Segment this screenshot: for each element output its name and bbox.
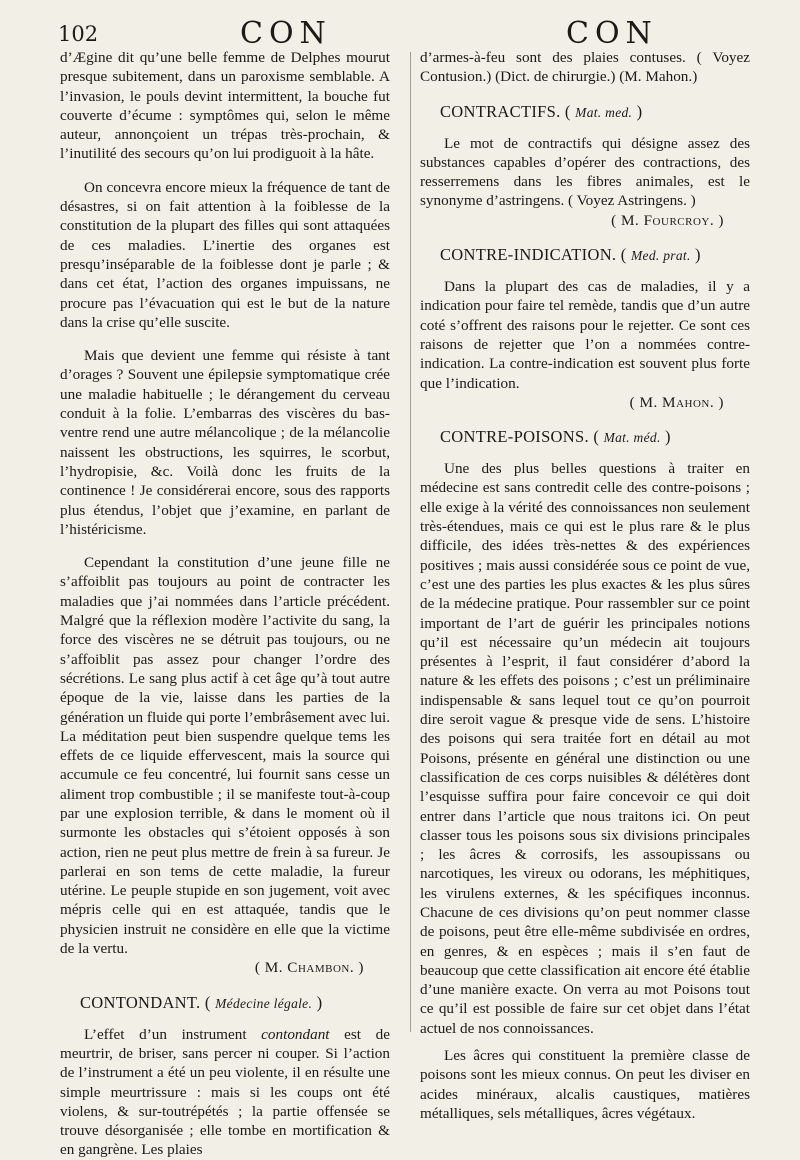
heading-title: CONTRE-INDICATION.: [440, 245, 617, 265]
running-head-left: CON: [240, 16, 332, 51]
paragraph: On concevra encore mieux la fréquence de tant de désastres, si on fait attention à la foiblesse de la constitution de la plupart des filles qui sont attaquées de ces maladies. L’inertie des organes est presqu’inséparable de la foiblesse dont je parle ; & dans cet état, l’action des organes impuissans, ne procure pas l’évacuation qui est le but de la nature dans la crise qu’elle suscite.: [60, 178, 390, 331]
paragraph: Mais que devient une femme qui résiste à tant d’orages ? Souvent une épilepsie symptomatique crée une maladie habituelle ; le dérangement du cerveau conduit à la folie. L’embarras des viscères du bas-ventre rend une autre mélancolique ; de la mélancolie naissent les obstructions, les squirres, le scorbut, l’hydropisie, &c. Voilà donc les fruits de la continence ! Je considérerai encore, sous des rapports plus étendus, l’objet que j’examine, en parlant de l’histéricisme.: [60, 347, 390, 538]
heading-category: Médecine légale.: [215, 995, 313, 1011]
paragraph: Cependant la constitution d’une jeune fille ne s’affoiblit pas toujours au point de contracter les maladies que j’ai nommées dans l’article précédent. Malgré que la réflexion modère l’activite du sang, la force des viscères ne se détruit pas toujours, ou ne s’affoiblit pas assez pour changer l’ordre des sécrétions. Le sang plus actif à cet âge qu’à tout autre époque de la vie, laisse dans les parties de la génération un fluide qui porte l’embrâsement avec lui. La méditation peut bien suspendre quelque tems les effets de ce liquide effervescent, mais la source qui accumule ce feu concentré, lui fournit sans cesse un aliment trop combustible ; il se manifeste tout-à-coup par une explosion terrible, & dans le moment où il surmonte les obstacles qui s’étoient opposés à son action, rien ne peut plus mettre de frein à sa fureur. Je parlerai en son tems de cette maladie, la fureur utérine. Le peuple stupide en son jugement, voit avec mépris celle qui en est attaquée, tandis que le physicien instruit ne considère en elle que la victime de la vertu.: [60, 554, 390, 958]
column-rule: [410, 52, 411, 1032]
heading-title: CONTONDANT.: [80, 992, 201, 1012]
heading-category: Mat. méd.: [603, 430, 661, 446]
author-signature: ( M. Mahon. ): [629, 393, 724, 411]
entry-heading-contractifs: CONTRACTIFS. ( Mat. med. ): [440, 101, 643, 121]
entry-heading-contondant: CONTONDANT. ( Médecine légale. ): [80, 992, 323, 1012]
heading-category: Med. prat.: [631, 248, 691, 264]
left-column: [60, 48, 390, 1160]
paragraph: Dans la plupart des cas de maladies, il y a indication pour faire tel remède, tandis que d’un autre coté s’offrent des raisons pour le rejetter. Ce sont ces raisons de rejetter que l’on a nommées contre-indication. La contre-indication est souvent plus forte que l’indication.: [420, 278, 750, 392]
running-head-right: CON: [566, 16, 658, 51]
paragraph: Les âcres qui constituent la première classe de poisons sont les mieux connus. On peut les diviser en acides minéraux, alcalis caustiques, matières métalliques, sels métalliques, âcres végétaux.: [420, 1047, 750, 1122]
page-number: 102: [58, 22, 99, 46]
right-column: [420, 48, 750, 1123]
paragraph: d’armes-à-feu sont des plaies contuses. ( Voyez Contusion.) (Dict. de chirurgie.) (M. Mahon.): [420, 49, 750, 86]
heading-title: CONTRACTIFS.: [440, 101, 561, 121]
author-signature: ( M. Chambon. ): [254, 959, 364, 977]
paragraph: L’effet d’un instrument contondant est de meurtrir, de briser, sans percer ni couper. Si l’action de l’instrument a été un peu violente, il en résulte une simple meurtrissure : mais si les coups ont été violens, & sur-toutrépétés ; la partie offensée se trouve désorganisée ; elle tombe en mortification & en gangrène. Les plaies: [60, 1025, 390, 1159]
heading-title: CONTRE-POISONS.: [440, 427, 589, 447]
author-signature: ( M. Fourcroy. ): [611, 211, 724, 229]
paragraph: Une des plus belles questions à traiter en médecine est sans contredit celle des contre-poisons ; elle exige à la vérité des connoissances non seulement très-étendues, mais ce qui est le plus rare & le plus difficile, des idées très-nettes & des expériences positives ; mais aussi considérée sous ce point de vue, c’est une des parties les plus exactes & les plus sûres de la médecine pratique. Pour rassembler sur ce point important de l’art de guérir les principales notions qu’il est nécessaire qu’un médecin ait toujours présentes à l’esprit, il faut considérer d’abord la nature & les effets des poisons ; c’est un préliminaire indispensable & sans lequel tout ce qu’on pourroit dire seroit vague & presque vide de sens. L’histoire des poisons qui sera traitée fort en détail au mot Poisons, présente en général une distinction ou une classification de ces corps nuisibles & délétères dont l’esquisse suffira pour faire concevoir ce qui doit entrer dans l’article que nous traitons ici. On peut classer tous les poisons sous six divisions principales ; les âcres & corrosifs, les assoupissans ou narcotiques, les vireux ou odorans, les méphitiques, les virulens externes, & les spécifiques inconnus. Chacune de ces divisions qu’on peut nommer classe de poisons, peut être elle-même subdivisée en ordres, en genres, & en espèces ; mais il s’en faut de beaucoup que cette classification ait encore été établie d’une manière exacte. On verra au mot Poisons tout ce qu’il est possible de faire sur cet objet dans l’état actuel de nos connoissances.: [420, 460, 750, 1037]
entry-heading-contre-poisons: CONTRE-POISONS. ( Mat. méd. ): [440, 427, 671, 447]
heading-category: Mat. med.: [575, 104, 633, 120]
paragraph: Le mot de contractifs qui désigne assez des substances capables d’opérer des contractions, des resserremens dans les fibres animales, est le synonyme d’astringens. ( Voyez Astringens. ): [420, 134, 750, 210]
entry-heading-contre-indication: CONTRE-INDICATION. ( Med. prat. ): [440, 245, 701, 265]
paragraph: d’Ægine dit qu’une belle femme de Delphes mourut presque subitement, dans un paroxisme semblable. A l’invasion, le pouls devint intermittent, la bouche fut couverte d’écume : symptômes qui, selon le même auteur, annonçoient un trépas très-prochain, & l’inutilité des secours qu’on lui prodiguoit à la hâte.: [60, 49, 390, 163]
